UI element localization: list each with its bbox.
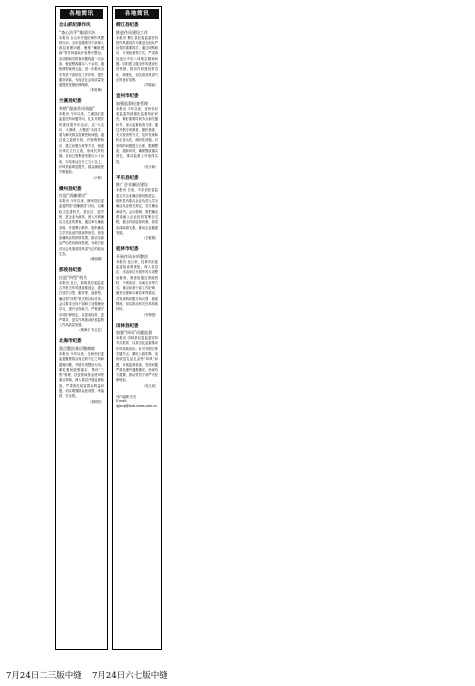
news-brief — [116, 23, 158, 88]
email-label: E-mail: — [116, 399, 128, 404]
article-subhead: 加强“四风”问题监督 — [116, 330, 153, 336]
caption-pages-2-3: 7月24日二三版中缝 — [6, 671, 82, 681]
article-headline: 横州县纪委 — [59, 186, 82, 192]
article-headline: 兰溪县纪委 — [59, 99, 82, 105]
article-subhead: 打造“清廉建设” — [59, 193, 88, 199]
news-brief — [59, 23, 104, 93]
article-body: 本报讯 今年以来，北海市纪委监委聚焦群众身边的不正之风和腐败问题，开展专项整治行动。紧盯惠民政策落实、集体“三资”管理、扶贫领域资金使用等重点领域，深入基层开展监督检查，严肃查处侵害群众利益问题，切实增强群众获得感、幸福感、安全感。 — [59, 351, 104, 399]
article-subhead: 打造“四型”机关 — [59, 274, 88, 280]
news-brief — [116, 176, 158, 241]
article-headline: 那坡县纪委 — [59, 268, 82, 274]
article-byline: （韦保强） — [142, 312, 158, 317]
captions — [0, 669, 475, 683]
article-headline: 宜州市纪委 — [116, 94, 139, 100]
page-2-3-gutter-column — [55, 6, 108, 650]
article-headline: 田林县纪委 — [116, 323, 139, 329]
editor-footer — [116, 395, 158, 409]
article-body: 本报讯 连日来，桂林市纪委监委组成督查组，深入各县区、市直单位开展作风专项整治督查。督查组通过查阅资料、个别谈话、实地走访等方式，重点检查干部工作纪律、服务态度和办事效率等情况，对发现的问题当场反馈、督促整改，切实推动机关作风持续好转。 — [116, 259, 158, 312]
email-address: lgjxng@dub-news.com.cn — [116, 403, 157, 408]
article-subhead: 加强监督检查管理 — [116, 100, 148, 106]
news-brief — [59, 99, 104, 180]
article-body: 本报讯 柳江县纪委监委坚持把作风建设作为推进全面从严治党的重要抓手，通过明察暗访、专项检查等方式，严肃查处违反中央八项规定精神问题。同时建立健全作风建设长效机制，推动作风建设常态化、制度化，切实营造风清气正的良好氛围。 — [116, 35, 158, 82]
masthead: 各地简讯 — [60, 9, 103, 19]
page-6-7-gutter-column — [112, 6, 162, 650]
news-brief — [59, 268, 104, 333]
article-byline: （苏锦添） — [142, 83, 158, 88]
article-byline: （吴小黄） — [142, 164, 158, 169]
news-brief — [116, 247, 158, 317]
article-subhead: 推进作风建设工作 — [116, 29, 148, 35]
news-brief — [59, 339, 104, 404]
article-byline: （黄海平 韦志宏） — [77, 328, 104, 333]
article-headline: 柳江县纪委 — [116, 23, 139, 28]
article-byline: （刘明亮） — [88, 399, 104, 404]
news-brief — [59, 187, 104, 263]
news-brief — [116, 324, 158, 389]
article-subhead: “查心治乎”集团诊治 — [59, 29, 96, 35]
article-headline: 北海市纪委 — [59, 339, 82, 345]
article-byline: （小钟） — [91, 175, 104, 180]
article-byline: （黄丽娟） — [88, 257, 104, 262]
news-brief — [116, 94, 158, 170]
article-headline: 桂林市纪委 — [116, 247, 139, 253]
article-body: 本报讯 日前，平乐县纪委监委召开企业廉洁建设推进会，组织县内重点企业负责人学习廉洁从业相关规定，签订廉洁承诺书。会议强调，要把廉洁建设融入企业经营管理全过程，健全内部监督机制，营造亲清政商关系，推动企业健康发展。 — [116, 188, 158, 235]
article-byline: （吴天成） — [142, 383, 158, 388]
article-body: 本报讯 今年以来，横州县纪委监委围绕“清廉建设”目标，以廉政文化进机关、进社区、进学校、进企业为载体，深入开展廉洁文化宣传教育。通过举办廉政讲座、开展警示教育、组织廉洁文艺作品创作展演等形式，营造崇廉尚洁的浓厚氛围，推动全面从严治党向纵深发展，为地方经济社会发展营造风清气正的政治生态。 — [59, 199, 104, 256]
article-body: 本报讯 今年以来，兰溪县纪委监委坚持问题导向，扎实开展作风建设提升年活动，以“大走访、大调研、大整改”为抓手，着力解决群众急难愁盼问题。通过设立监督专线、开展明察暗访、建立问题台账等方式，督促各单位立行立改，形成长效机制。目前已收集意见建议六十余条，办结率达百分之九十以上，作风效能明显提升，群众满意度不断提高。 — [59, 111, 104, 175]
masthead: 各地简讯 — [115, 9, 159, 19]
editor-credit: 刊户编辑 苏杰 — [116, 394, 137, 399]
article-body: 本报讯 合山市开展纪律作风整顿行动，全市各级领导干部深入基层查摆问题，聚焦“懒散慢拖”等作风顽疾开展集中整治。活动期间共排查问题线索一百余条，督促整改落实八十余项，通报典型案例五起，进一步推动全市党员干部转变工作作风、提升服务效能，为经济社会高质量发展提供坚强纪律保障。 — [59, 35, 104, 88]
article-subhead: 举措“提高作风效能” — [59, 105, 96, 111]
article-headline: 合山抓纪律作风 — [59, 23, 91, 28]
article-byline: （王敏娟） — [142, 236, 158, 241]
article-body: 本报讯 田林县纪委监委坚持节点抓常、以常态化监督推动作风持续向好。针对节假日等关键节点，紧盯公款吃喝、违规收送礼品礼金等“四风”问题，开展监督检查，发现问题严肃处理并通报曝光，形成有力震慑，推动党员干部严守纪律规矩。 — [116, 336, 158, 383]
article-headline: 平乐县纪委 — [116, 175, 139, 181]
article-byline: （李桂梅） — [88, 88, 104, 93]
article-body: 本报讯 近日，那坡县纪委监委召开机关作风建设推进会，提出打造学习型、服务型、创新型、廉洁型“四型”机关的目标任务。会议要求全体干部职工加强理论学习，提升业务能力，严格遵守各项纪律规定，以更高标准、更严要求、更实作风推动纪检监察工作高质量发展。 — [59, 280, 104, 328]
article-subhead: 开展作风专项整治 — [116, 253, 148, 259]
article-subhead: 推广企业廉洁建设 — [116, 182, 148, 188]
article-subhead: 重点整治基层微腐败 — [59, 345, 95, 351]
article-body: 本报讯 今年以来，宜州市纪委监委持续强化监督执纪问责，紧盯重要时间节点和关键环节，加大监督检查力度。通过开展专项督查、随机抽查、交叉检查等方式，及时发现和纠正苗头性、倾向性问题。对发现的问题建立台账、限期整改、跟踪问效，确保整改落实到位，推动监督工作取得实效。 — [116, 106, 158, 164]
caption-pages-6-7: 7月24日六七版中缝 — [92, 671, 168, 681]
